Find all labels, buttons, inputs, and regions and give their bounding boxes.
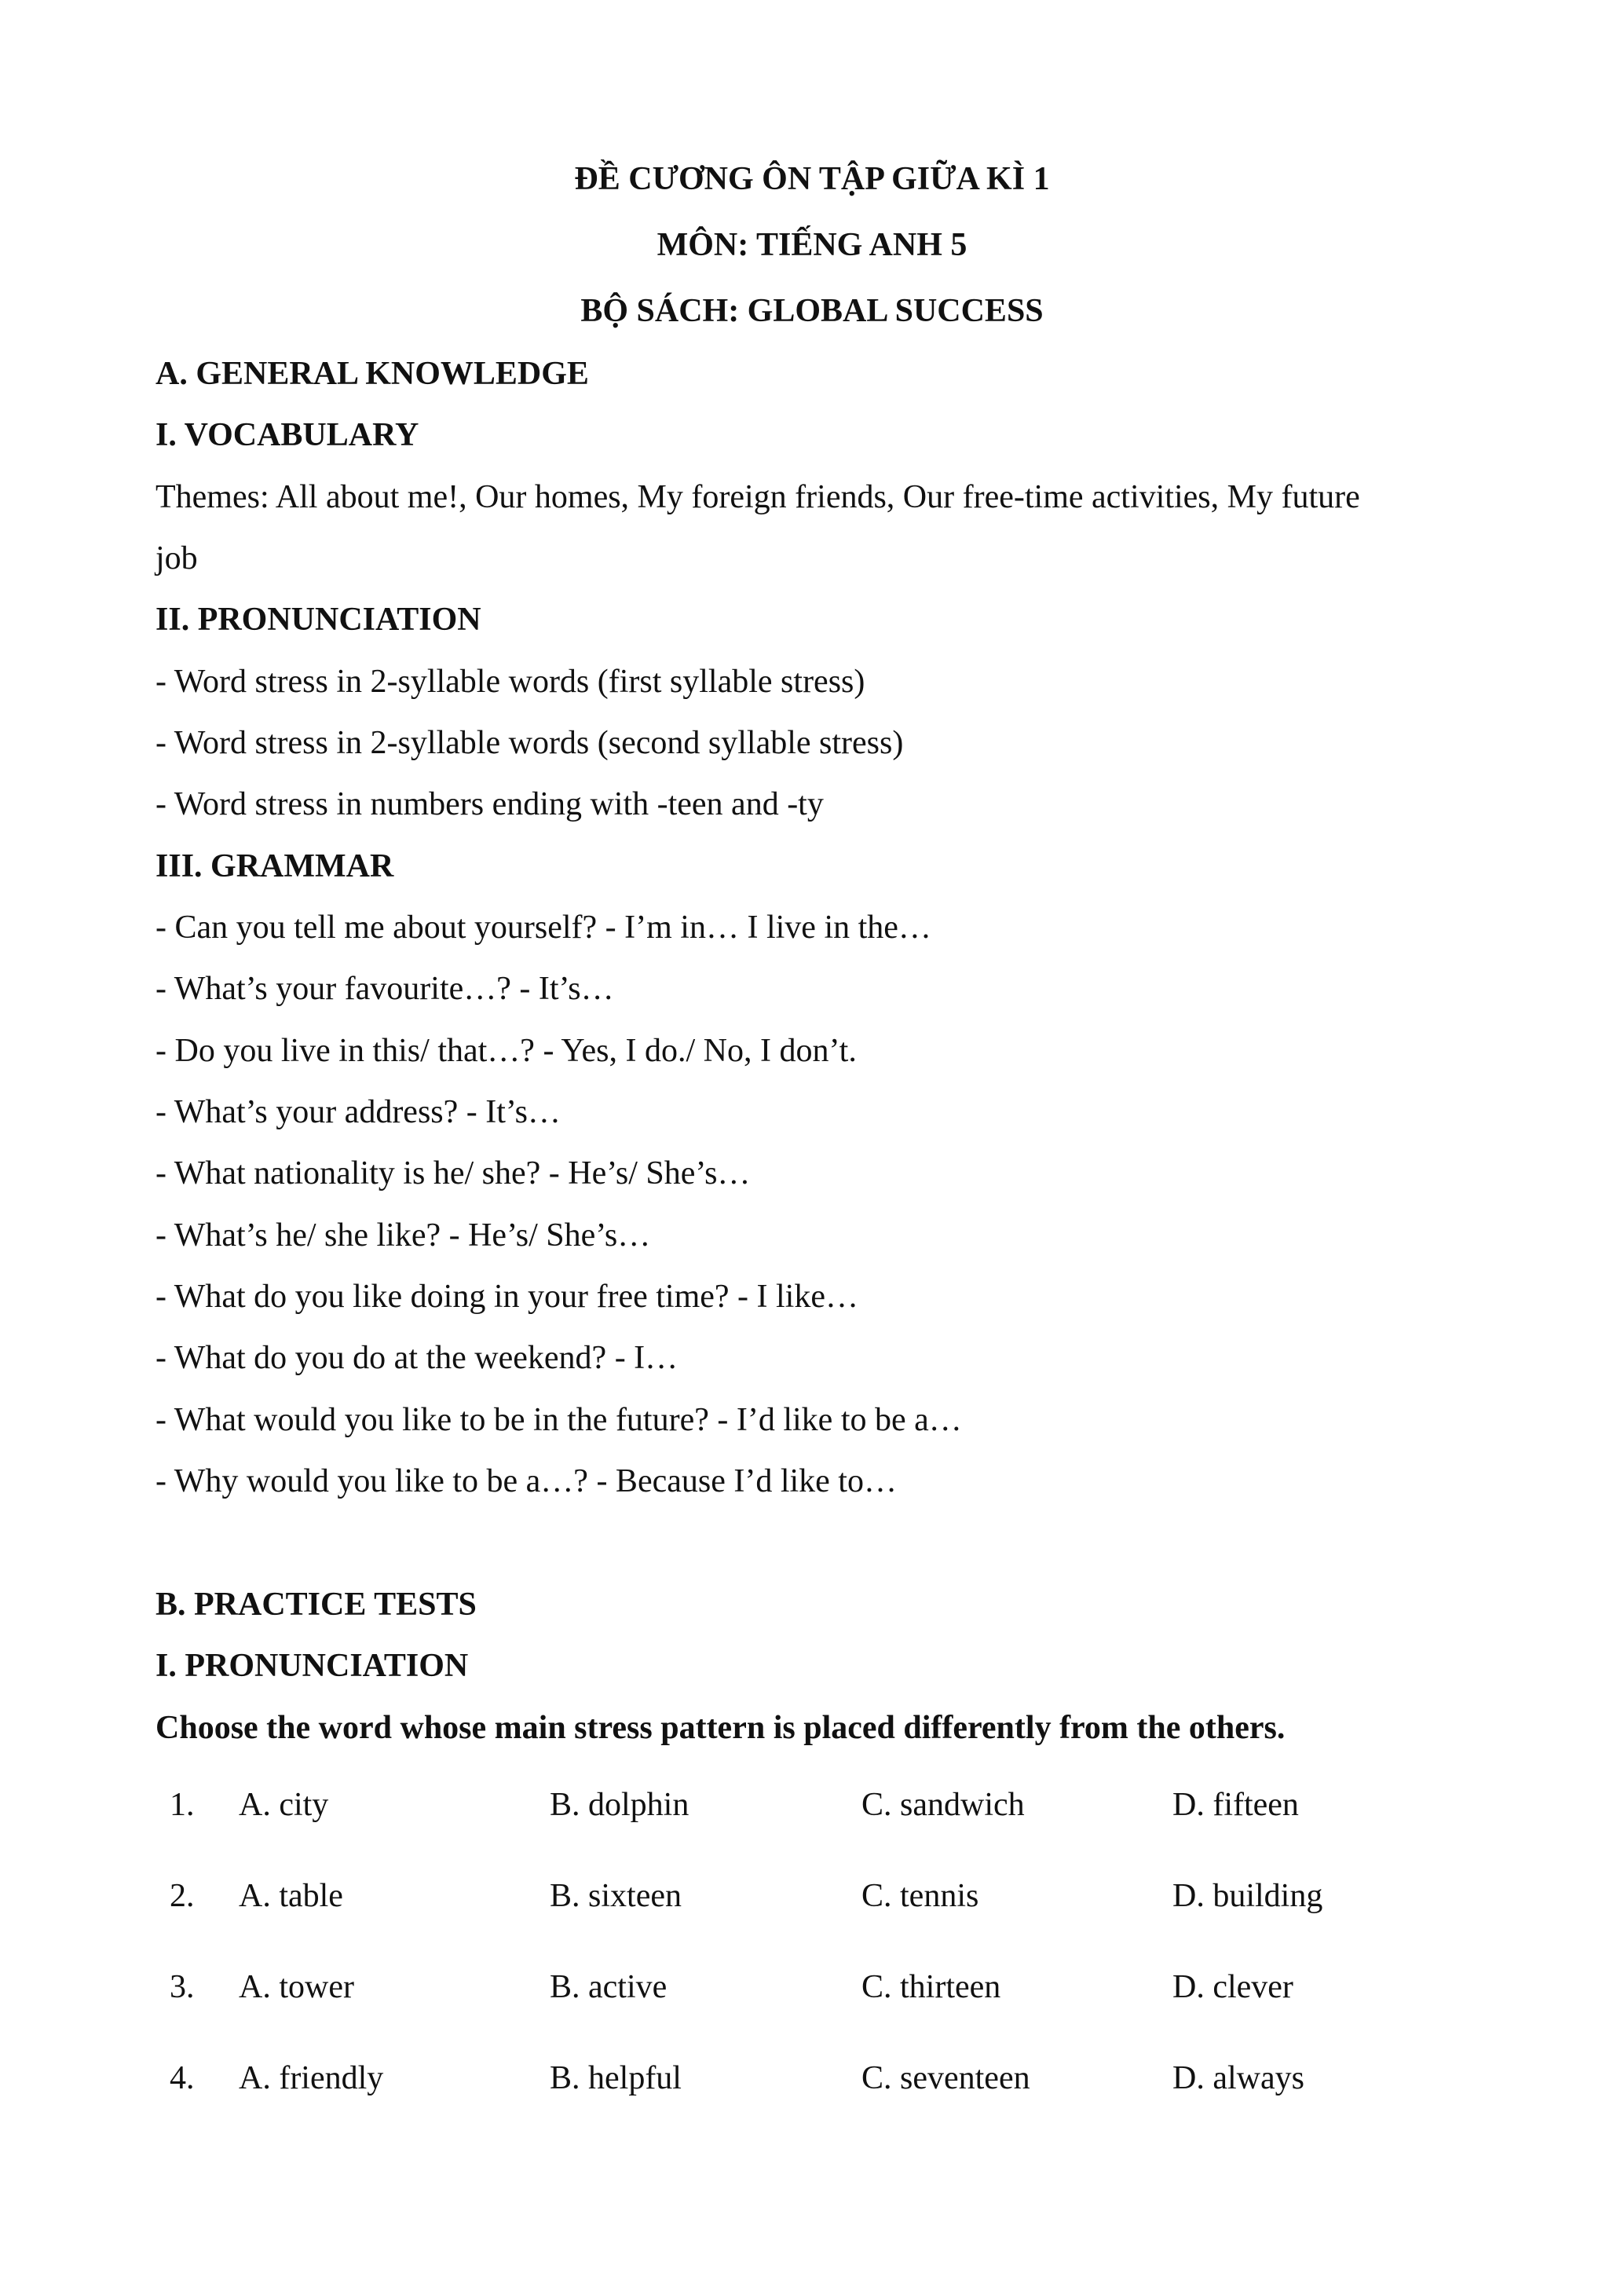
grammar-item: - What’s your address? - It’s… (155, 1094, 561, 1130)
pronunciation-heading: II. PRONUNCIATION (155, 602, 481, 638)
vocabulary-themes-line1: Themes: All about me!, Our homes, My foreign friends, Our free-time activities, My future (155, 479, 1360, 515)
option-c: C. seventeen (861, 2060, 1030, 2096)
option-d: D. always (1172, 2060, 1304, 2096)
grammar-item: - What do you like doing in your free time? - I like… (155, 1279, 858, 1315)
section-a-heading: A. GENERAL KNOWLEDGE (155, 356, 589, 392)
option-a: A. friendly (239, 2060, 384, 2096)
question-row (0, 1877, 1624, 1915)
grammar-item: - Can you tell me about yourself? - I’m in… I live in the… (155, 910, 931, 946)
option-a: A. table (239, 1878, 343, 1914)
grammar-item: - What would you like to be in the future? - I’d like to be a… (155, 1402, 962, 1438)
doc-title-line3: BỘ SÁCH: GLOBAL SUCCESS (580, 293, 1044, 329)
question-row (0, 1968, 1624, 2006)
doc-title-line2: MÔN: TIẾNG ANH 5 (657, 227, 967, 263)
option-d: D. building (1172, 1878, 1323, 1914)
vocabulary-heading: I. VOCABULARY (155, 417, 419, 453)
grammar-item: - Do you live in this/ that…? - Yes, I do./ No, I don’t. (155, 1033, 857, 1069)
option-c: C. tennis (861, 1878, 979, 1914)
question-number: 2. (170, 1878, 195, 1914)
pronunciation-item: - Word stress in numbers ending with -teen and -ty (155, 786, 824, 822)
doc-title-line1: ĐỀ CƯƠNG ÔN TẬP GIỮA KÌ 1 (574, 161, 1050, 197)
option-b: B. active (550, 1969, 668, 2005)
option-c: C. thirteen (861, 1969, 1001, 2005)
grammar-item: - What’s he/ she like? - He’s/ She’s… (155, 1217, 651, 1254)
grammar-item: - Why would you like to be a…? - Because I’d like to… (155, 1463, 897, 1499)
pronunciation-item: - Word stress in 2-syllable words (second syllable stress) (155, 725, 904, 761)
option-d: D. fifteen (1172, 1787, 1299, 1823)
question-row (0, 2059, 1624, 2097)
option-d: D. clever (1172, 1969, 1293, 2005)
option-a: A. city (239, 1787, 329, 1823)
vocabulary-themes-line2: job (155, 540, 198, 576)
grammar-item: - What do you do at the weekend? - I… (155, 1340, 678, 1376)
question-row (0, 1786, 1624, 1824)
option-c: C. sandwich (861, 1787, 1025, 1823)
question-number: 3. (170, 1969, 195, 2005)
option-b: B. dolphin (550, 1787, 689, 1823)
pronunciation-item: - Word stress in 2-syllable words (first syllable stress) (155, 664, 865, 700)
section-b-heading: B. PRACTICE TESTS (155, 1587, 477, 1623)
grammar-item: - What’s your favourite…? - It’s… (155, 971, 614, 1007)
question-number: 1. (170, 1787, 195, 1823)
grammar-heading: III. GRAMMAR (155, 848, 394, 884)
question-number: 4. (170, 2060, 195, 2096)
option-b: B. sixteen (550, 1878, 682, 1914)
practice-instruction: Choose the word whose main stress pattern is placed differently from the others. (155, 1710, 1286, 1746)
option-a: A. tower (239, 1969, 354, 2005)
practice-pronunciation-heading: I. PRONUNCIATION (155, 1648, 469, 1684)
grammar-item: - What nationality is he/ she? - He’s/ She’s… (155, 1155, 751, 1191)
option-b: B. helpful (550, 2060, 682, 2096)
